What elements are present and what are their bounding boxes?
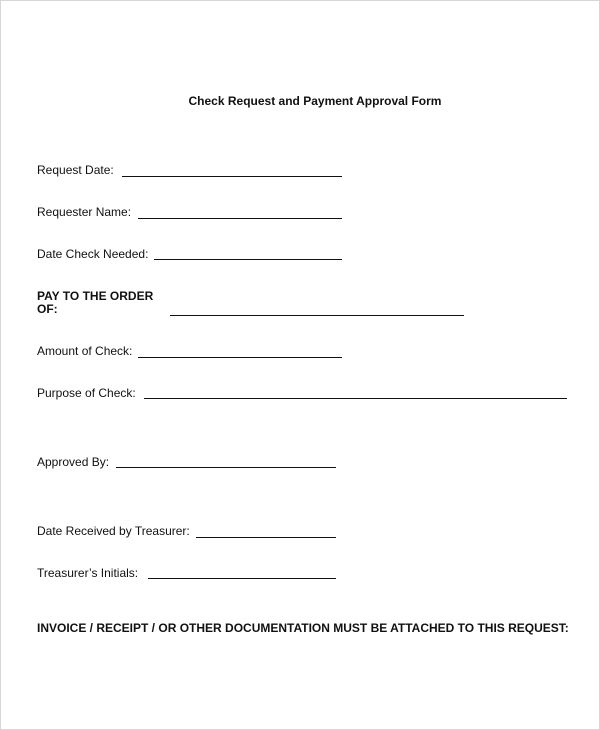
form-title: Check Request and Payment Approval Form	[188, 94, 442, 108]
request-date-field-line[interactable]	[122, 176, 342, 177]
pay-to-order-field-line[interactable]	[170, 315, 464, 316]
purpose-of-check-field-line[interactable]	[144, 398, 567, 399]
requester-name-label: Requester Name:	[37, 205, 132, 219]
treasurers-initials-label: Treasurer’s Initials:	[37, 566, 139, 580]
pay-to-order-label-line2: OF:	[37, 302, 58, 316]
approved-by-field-line[interactable]	[116, 467, 336, 468]
date-received-treasurer-label: Date Received by Treasurer:	[37, 524, 190, 538]
pay-to-order-label-line1: PAY TO THE ORDER	[37, 289, 154, 303]
approved-by-label: Approved By:	[37, 455, 110, 469]
treasurers-initials-field-line[interactable]	[148, 578, 336, 579]
requester-name-field-line[interactable]	[138, 218, 342, 219]
request-date-label: Request Date:	[37, 163, 114, 177]
amount-of-check-field-line[interactable]	[138, 357, 342, 358]
date-check-needed-label: Date Check Needed:	[37, 247, 149, 261]
amount-of-check-label: Amount of Check:	[37, 344, 133, 358]
date-check-needed-field-line[interactable]	[154, 259, 342, 260]
date-received-treasurer-field-line[interactable]	[196, 537, 336, 538]
purpose-of-check-label: Purpose of Check:	[37, 386, 136, 400]
attachment-notice: INVOICE / RECEIPT / OR OTHER DOCUMENTATION MUST BE ATTACHED TO THIS REQUEST:	[37, 621, 569, 635]
